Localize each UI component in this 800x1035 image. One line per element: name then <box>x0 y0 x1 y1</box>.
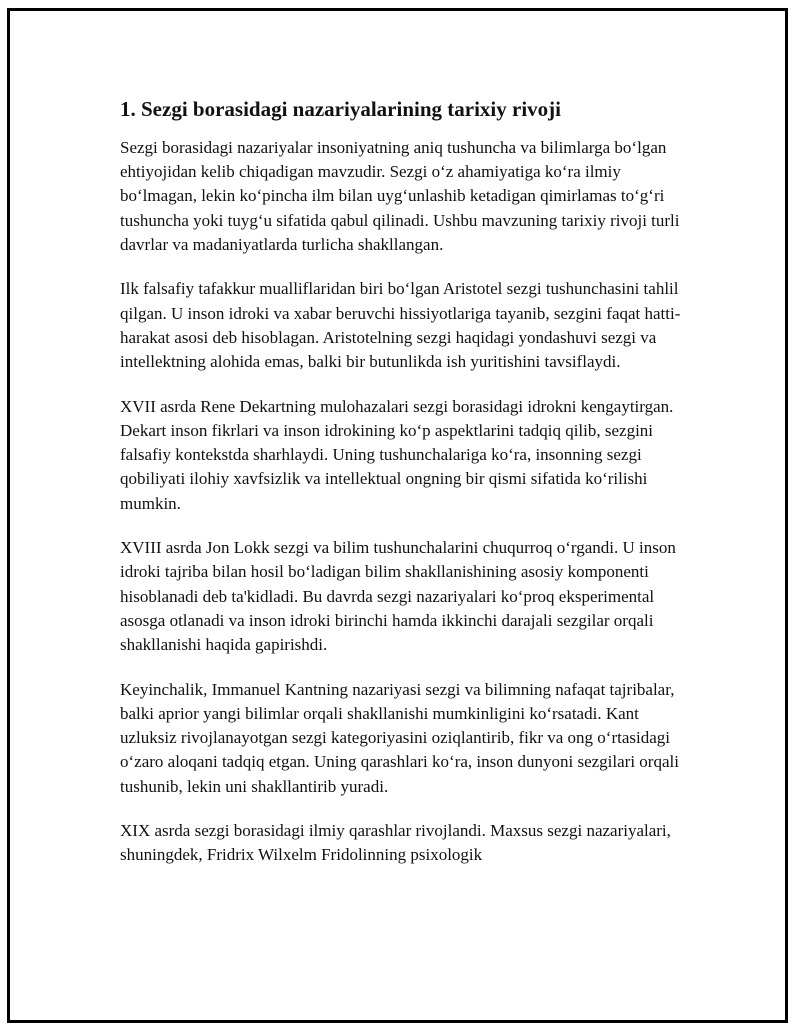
paragraph-nineteenth-century: XIX asrda sezgi borasidagi ilmiy qarashlar rivojlandi. Maxsus sezgi nazariyalari, shuningdek, Fridrix Wilxelm Fridolinning psixologik <box>120 821 671 865</box>
paragraph-locke: XVIII asrda Jon Lokk sezgi va bilim tushunchalarini chuqurroq o‘rgandi. U inson idroki tajriba bilan hosil bo‘ladigan bilim shakllanishining asosiy komponenti hisoblanadi deb ta'kidladi. Bu davrda sezgi nazariyalari ko‘proq eksperimental asosga otlanadi va inson idroki birinchi hamda ikkinchi darajali sezgilar orqali shakllanishi haqida gapirishdi. <box>120 538 676 655</box>
document-body <box>120 96 692 888</box>
section-heading: 1. Sezgi borasidagi nazariyalarining tarixiy rivoji <box>120 97 561 121</box>
paragraph-intro: Sezgi borasidagi nazariyalar insoniyatning aniq tushuncha va bilimlarga bo‘lgan ehtiyojidan kelib chiqadigan mavzudir. Sezgi o‘z ahamiyatiga ko‘ra ilmiy bo‘lmagan, lekin ko‘pincha ilm bilan uyg‘unlashib ketadigan qimirlamas to‘g‘ri tushuncha yoki tuyg‘u sifatida qabul qilinadi. Ushbu mavzuning tarixiy rivoji turli davrlar va madaniyatlarda turlicha shakllangan. <box>120 137 680 255</box>
paragraph-descartes: XVII asrda Rene Dekartning mulohazalari sezgi borasidagi idrokni kengaytirgan. Dekart inson fikrlari va inson idrokining ko‘p aspektlarini tadqiq qilib, sezgini falsafiy kontekstda sharhlaydi. Uning tushunchalariga ko‘ra, insonning sezgi qobiliyati ilohiy xavfsizlik va intellektual ongning bir qismi sifatida ko‘rilishi mumkin. <box>120 396 674 513</box>
paragraph-kant: Keyinchalik, Immanuel Kantning nazariyasi sezgi va bilimning nafaqat tajribalar, balki aprior yangi bilimlar orqali shakllanishi mumkinligini ko‘rsatadi. Kant uzluksiz rivojlanayotgan sezgi kategoriyasini oziqlantirib, fikr va ong o‘rtasidagi o‘zaro aloqani tadqiq etgan. Uning qarashlari ko‘ra, inson dunyoni sezgilari orqali tushunib, lekin uni shakllantirib yuradi. <box>120 679 679 796</box>
paragraph-aristotle: Ilk falsafiy tafakkur mualliflaridan biri bo‘lgan Aristotel sezgi tushunchasini tahlil qilgan. U inson idroki va xabar beruvchi hissiyotlariga tayanib, sezgini faqat hatti-harakat asosi deb hisoblagan. Aristotelning sezgi haqidagi yondashuvi sezgi va intellektning alohida emas, balki bir butunlikda ish yuritishini tavsiflaydi. <box>120 279 681 372</box>
page-border <box>7 8 788 1023</box>
